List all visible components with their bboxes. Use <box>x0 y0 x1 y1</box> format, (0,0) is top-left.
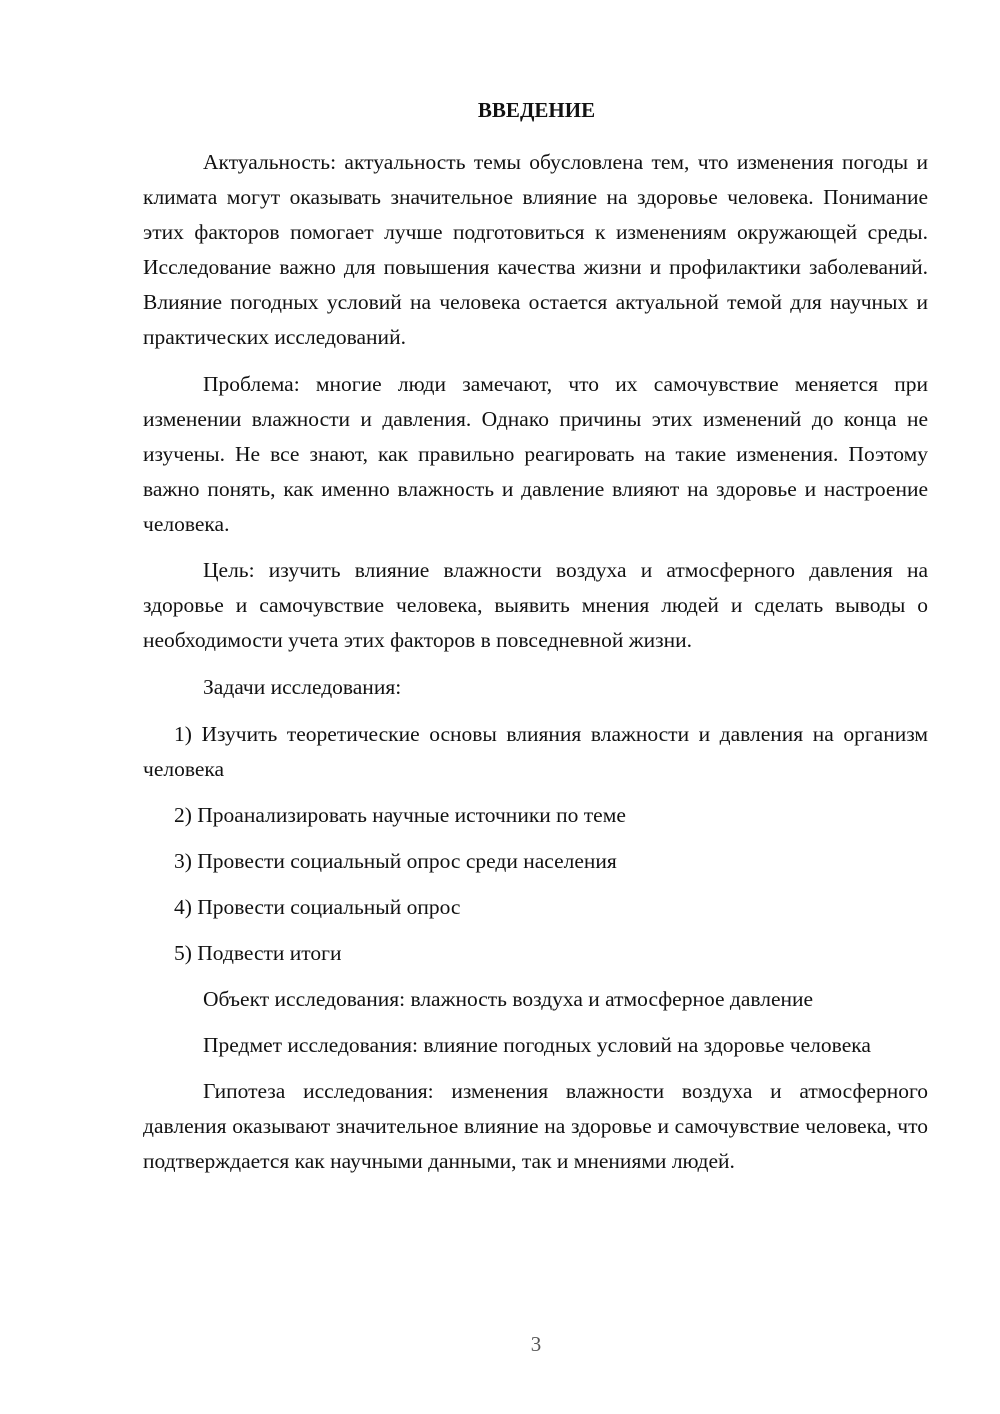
hypothesis-paragraph: Гипотеза исследования: изменения влажности воздуха и атмосферного давления оказывают значительное влияние на здоровье и самочувствие человека, что подтверждается как научными данными, так и мнениями людей. <box>143 1079 928 1173</box>
page-number: 3 <box>530 1332 542 1356</box>
tasks-heading: Задачи исследования: <box>203 675 402 699</box>
task-item: 2) Проанализировать научные источники по теме <box>174 803 626 827</box>
problem-paragraph: Проблема: многие люди замечают, что их самочувствие меняется при изменении влажности и давления. Однако причины этих изменений до конца не изучены. Не все знают, как правильно реагировать на такие изменения. Поэтому важно понять, как именно влажность и давление влияют на здоровье и настроение человека. <box>143 372 928 536</box>
page-title: ВВЕДЕНИЕ <box>477 98 596 122</box>
relevance-paragraph: Актуальность: актуальность темы обусловлена тем, что изменения погоды и климата могут оказывать значительное влияние на здоровье человека. Понимание этих факторов помогает лучше подготовиться к изменениям окружающей среды. Исследование важно для повышения качества жизни и профилактики заболеваний. Влияние погодных условий на человека остается актуальной темой для научных и практических исследований. <box>143 150 928 349</box>
object-paragraph: Объект исследования: влажность воздуха и атмосферное давление <box>203 987 814 1011</box>
subject-paragraph: Предмет исследования: влияние погодных условий на здоровье человека <box>203 1033 871 1057</box>
task-item: 4) Провести социальный опрос <box>174 895 461 919</box>
task-item: 5) Подвести итоги <box>174 941 342 965</box>
task-item: 1) Изучить теоретические основы влияния влажности и давления на организм человека <box>143 722 928 781</box>
goal-paragraph: Цель: изучить влияние влажности воздуха и атмосферного давления на здоровье и самочувствие человека, выявить мнения людей и сделать выводы о необходимости учета этих факторов в повседневной жизни. <box>143 558 928 652</box>
document-page <box>143 92 928 1179</box>
task-item: 3) Провести социальный опрос среди населения <box>174 849 617 873</box>
